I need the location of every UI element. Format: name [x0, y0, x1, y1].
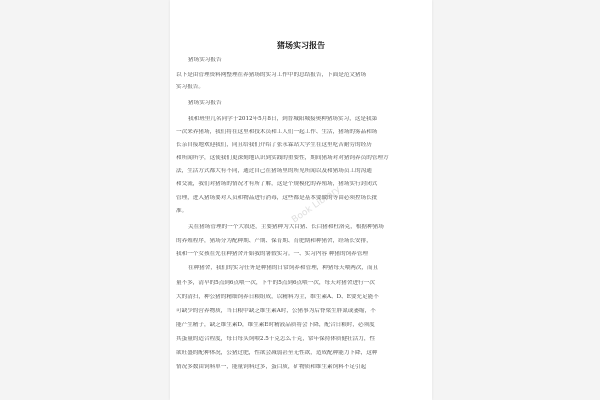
body-line: 长亲自接地欢迎我们，同且给我们介绍了张永霖站大学生在这里吃苦耐劳的经历: [176, 142, 372, 148]
body-line: 能产生精子，缺乏维生素D，维生素E时精液品质将会下降，配合日粮时，必须度: [176, 322, 375, 328]
body-line: 管理，进入猪场要对人员和物品进行消毒，这些都是基本要做的等由必须控场长批: [176, 195, 378, 201]
body-line: 我和一个女孩在先在种猪舍开始我的暑假实习。一、实习内容 种猪的饲养管理: [176, 251, 368, 257]
body-line: 在种猪舍，我们的实习任务是种猪的日常饲养和管理，种猪每天喂两次，而且: [188, 265, 379, 271]
watermark: Book Library: [290, 184, 343, 226]
body-line: 我和班里几名同学于2012年5月8日，到晋城阳城接奥种猪场实习，这是我第: [188, 116, 378, 122]
body-line: 准。: [176, 208, 188, 214]
body-line: 猪场实习报告: [188, 57, 222, 63]
body-line: 实习报告。: [176, 84, 204, 90]
body-line: 和交流，我们对猪场的情况才有所了解，这是个规模化的养殖场，猪场实行封闭式: [176, 181, 378, 187]
body-line: 大的清扫，种公猪的精细饲养日粮组成，以精料为主，维生素A、D、E要充足能不: [176, 294, 379, 300]
body-line: 一次来养猪场，我们将在这里和技术员和工人们一起工作、生活，猪场的雾品和场: [176, 129, 378, 135]
body-line: 的养殖程序，猪场分为配种期、产期、保育期、育肥期和种猪舍，经场长安排，: [176, 238, 372, 244]
body-line: 关在猪场管理的一个大叙述，主要猪种为大白猪、长白猪和杜洛克，根据种猪场: [188, 224, 384, 230]
body-line: 欲旺盛的配种体况，公猪过肥，性欲会减弱甚至无性欲，造成配种能力下降，这种: [176, 350, 378, 356]
body-line: 法，生活方式都大有不同，通过自己在猪场里的所见所闻以及和猪场员工的沟通: [176, 168, 372, 174]
body-line: 以下是由管理资料网整理在养猪场的实习工作中的总结报告，下面是范文猪场: [176, 72, 367, 78]
body-line: 猪场实习报告: [188, 100, 222, 106]
body-line: 情况多数由饲料单一，能量饲料过多，蛋白质，矿物质和维生素饲料不足引起: [176, 364, 367, 370]
body-line: 可缺少的营养物质，当日粮中缺乏维生素A时，公猪事为后脊梁生胖氮或萎缩，不: [176, 308, 376, 314]
document-title: 猪场实习报告: [277, 40, 325, 50]
body-line: 其蛋量的适合程度，每日每头饲喂2.5千克怎么千克，常年保持体质健壮活力，性: [176, 336, 376, 342]
body-line: 量不多，清早的5点到6点喂一次，下午的5点到6点喂一次，每天对猪舍进行一次: [176, 280, 375, 286]
document-page: [170, 0, 432, 400]
body-line: 和所闻所学，这使我们更深刻地认识到实践的重要性，期间猪场对对猪饲养员的管理方: [176, 155, 389, 161]
